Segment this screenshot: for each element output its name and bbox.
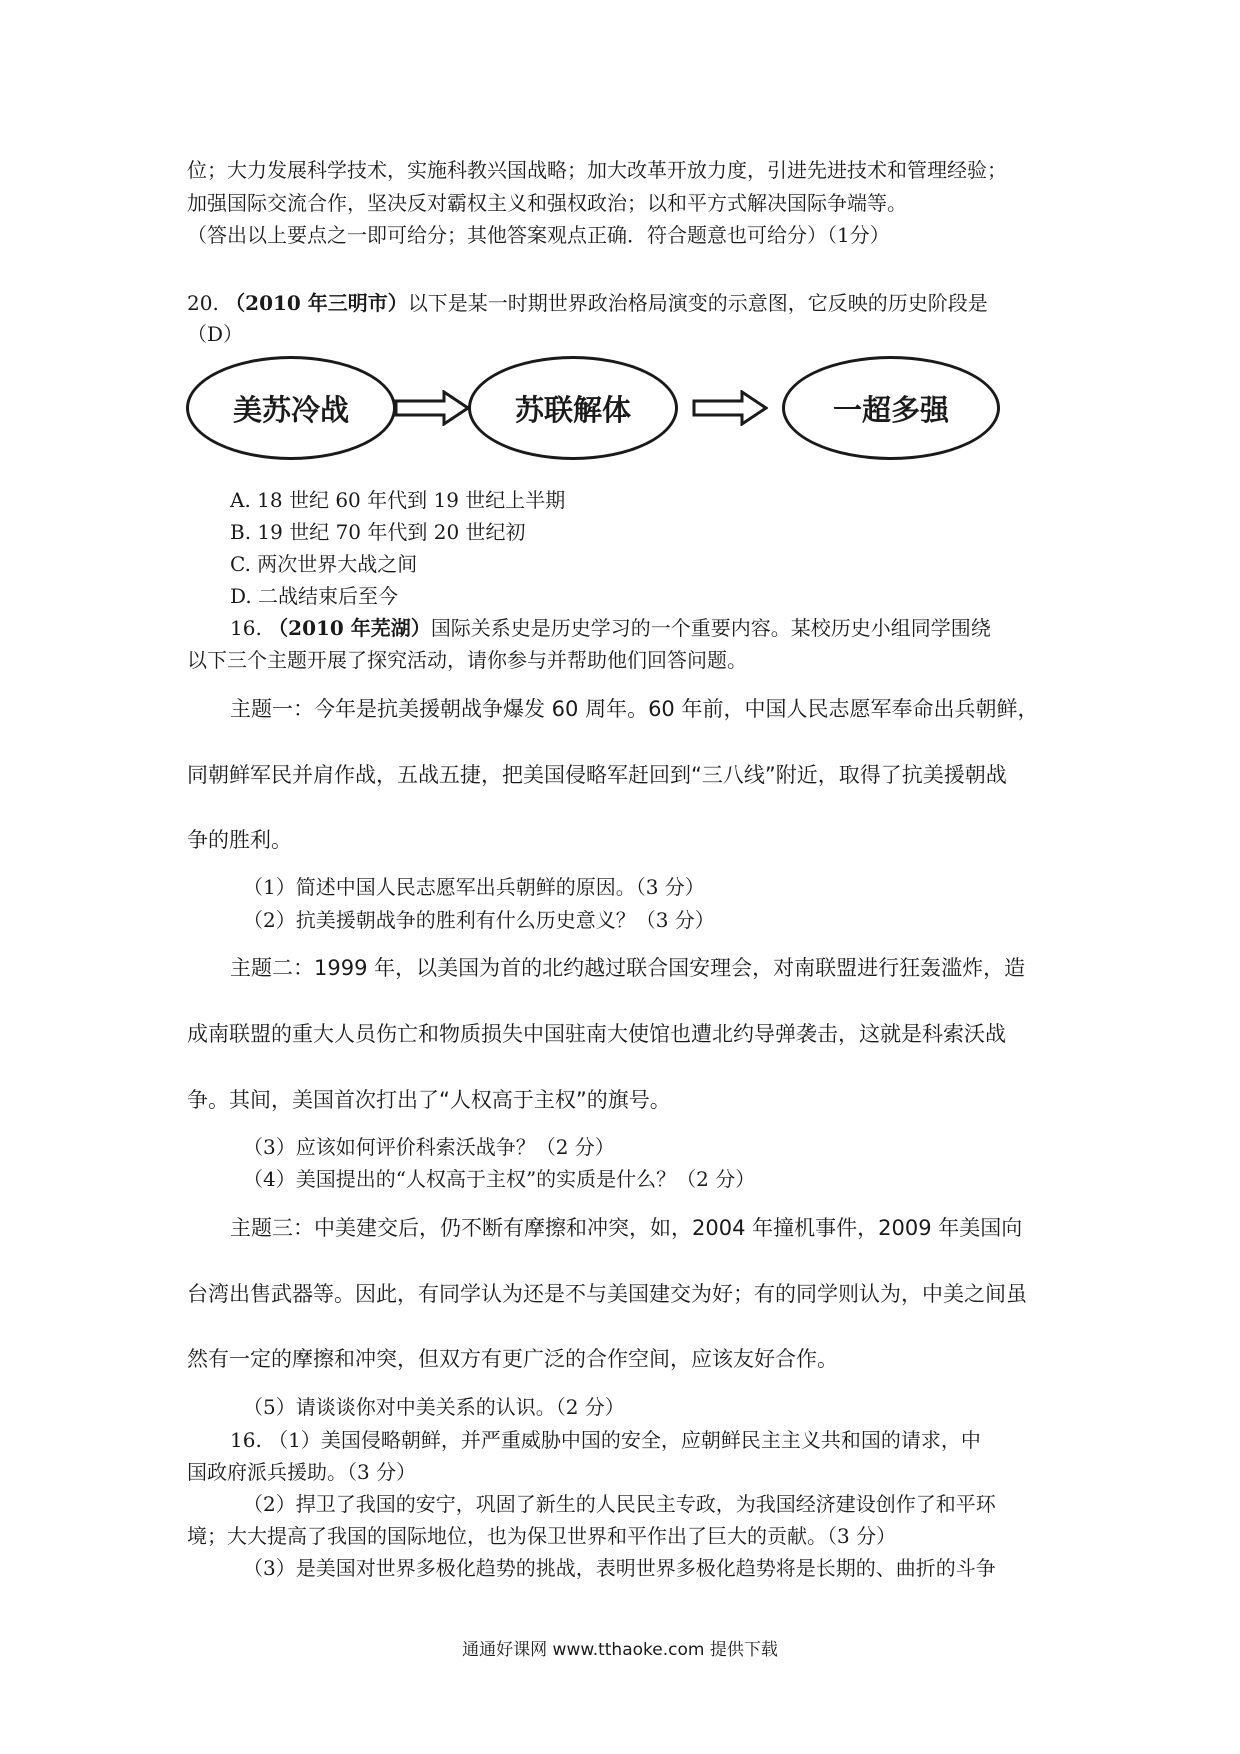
q16-sub-5: （5）请谈谈你对中美关系的认识。（2 分） — [243, 1395, 625, 1419]
answer-line-2: 国政府派兵援助。（3 分） — [187, 1460, 417, 1484]
page-footer: 通通好课网 www.tthaoke.com 提供下载 — [462, 1640, 778, 1660]
theme2-line-1: 主题二：1999 年，以美国为首的北约越过联合国安理会，对南联盟进行狂轰滥炸，造 — [230, 956, 1026, 980]
theme3-line-2: 台湾出售武器等。因此，有同学认为还是不与美国建交为好；有的同学则认为，中美之间虽 — [187, 1282, 1027, 1306]
q16-number: 16. — [230, 616, 269, 640]
diagram-arrow-2 — [692, 390, 768, 426]
q20-stem — [187, 287, 988, 316]
q16-intro-text: 国际关系史是历史学习的一个重要内容。某校历史小组同学围绕 — [430, 616, 991, 640]
q20-option-d: D. 二战结束后至今 — [230, 584, 399, 608]
answer-cont-line-2: 加强国际交流合作，坚决反对霸权主义和强权政治；以和平方式解决国际争端等。 — [187, 191, 907, 215]
theme1-line-1: 主题一：今年是抗美援朝战争爆发 60 周年。60 年前，中国人民志愿军奉命出兵朝鲜， — [230, 697, 1039, 721]
q16-source: （2010 年芜湖） — [268, 616, 431, 640]
diagram-arrow-1 — [394, 390, 470, 426]
theme3-line-1: 主题三：中美建交后，仍不断有摩擦和冲突，如，2004 年撞机事件，2009 年美国向 — [230, 1216, 1023, 1240]
diagram-node-one-superpower: 一超多强 — [782, 356, 1000, 460]
q20-answer: （D） — [187, 322, 244, 346]
q20-source: （2010 年三明市） — [225, 291, 408, 315]
answer-line-4: 境；大大提高了我国的国际地位，也为保卫世界和平作出了巨大的贡献。（3 分） — [187, 1524, 897, 1548]
theme2-line-3: 争。其间，美国首次打出了“人权高于主权”的旗号。 — [187, 1088, 671, 1112]
theme2-line-2: 成南联盟的重大人员伤亡和物质损失中国驻南大使馆也遭北约导弹袭击，这就是科索沃战 — [187, 1022, 1006, 1046]
q20-option-c: C. 两次世界大战之间 — [230, 552, 418, 576]
answer-cont-line-3: （答出以上要点之一即可给分；其他答案观点正确．符合题意也可给分）（1分） — [187, 223, 890, 247]
q20-option-b: B. 19 世纪 70 年代到 20 世纪初 — [230, 520, 526, 544]
answer-line-1: 16. （1）美国侵略朝鲜，并严重威胁中国的安全，应朝鲜民主主义共和国的请求，中 — [230, 1428, 981, 1452]
theme1-line-2: 同朝鲜军民并肩作战，五战五捷，把美国侵略军赶回到“三八线”附近，取得了抗美援朝战 — [187, 763, 1007, 787]
q16-sub-1: （1）简述中国人民志愿军出兵朝鲜的原因。（3 分） — [243, 875, 705, 899]
q16-sub-4: （4）美国提出的“人权高于主权”的实质是什么？（2 分） — [243, 1167, 756, 1191]
q16-intro-line-2: 以下三个主题开展了探究活动，请你参与并帮助他们回答问题。 — [187, 648, 747, 672]
answer-line-5: （3）是美国对世界多极化趋势的挑战，表明世界多极化趋势将是长期的、曲折的斗争 — [243, 1556, 996, 1580]
q16-sub-3: （3）应该如何评价科索沃战争？（2 分） — [243, 1135, 615, 1159]
q20-text: 以下是某一时期世界政治格局演变的示意图，它反映的历史阶段是 — [407, 291, 988, 315]
q16-sub-2: （2）抗美援朝战争的胜利有什么历史意义？（3 分） — [243, 908, 715, 932]
q20-number: 20. — [187, 291, 226, 315]
answer-cont-line-1: 位；大力发展科学技术，实施科教兴国战略；加大改革开放力度，引进先进技术和管理经验； — [187, 158, 1007, 182]
q20-option-a: A. 18 世纪 60 年代到 19 世纪上半期 — [230, 488, 566, 512]
diagram-node-ussr-collapse: 苏联解体 — [468, 356, 678, 460]
world-pattern-diagram — [186, 356, 1006, 460]
q16-intro-line-1 — [230, 612, 991, 641]
answer-line-3: （2）捍卫了我国的安宁，巩固了新生的人民民主专政，为我国经济建设创作了和平环 — [243, 1492, 996, 1516]
diagram-node-cold-war: 美苏冷战 — [186, 356, 396, 460]
theme3-line-3: 然有一定的摩擦和冲突，但双方有更广泛的合作空间，应该友好合作。 — [187, 1347, 838, 1371]
theme1-line-3: 争的胜利。 — [187, 828, 292, 852]
